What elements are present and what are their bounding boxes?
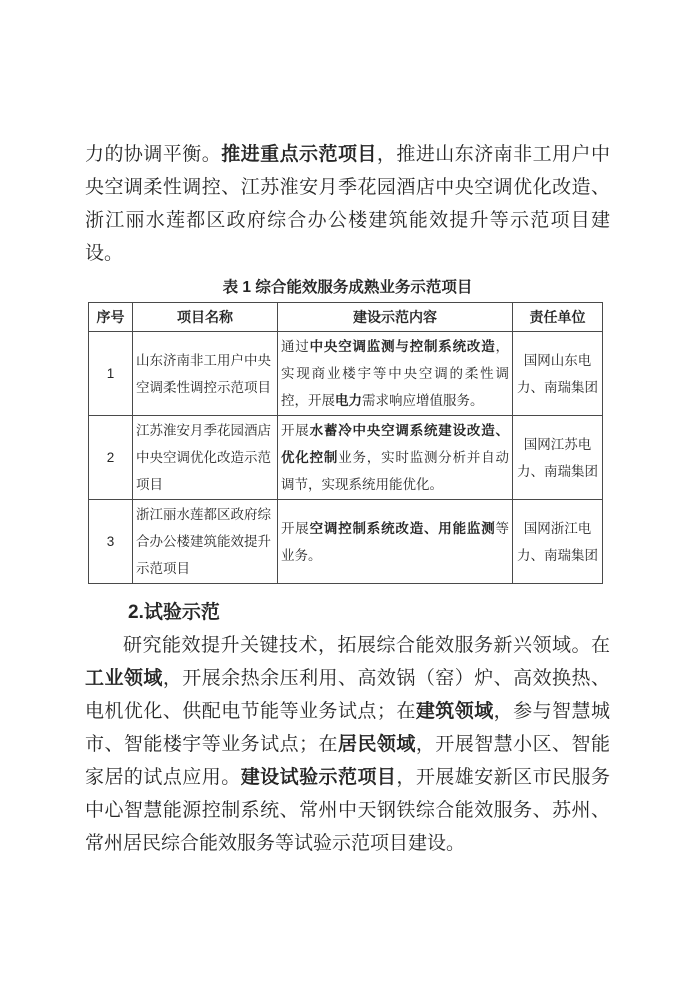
row-no-cell: 2 [89, 416, 133, 500]
table-title: 表 1 综合能效服务成熟业务示范项目 [222, 279, 473, 296]
paragraph-trial: 研究能效提升关键技术，拓展综合能效服务新兴领域。在工业领域，开展余热余压利用、高效锅（窑）炉、高效换热、电机优化、供配电节能等业务试点；在建筑领域，参与智慧城市、智能楼宇等业务试点；在居民领域，开展智慧小区、智能家居的试点应用。建设试验示范项目，开展雄安新区市民服务中心智慧能源控制系统、常州中天钢铁综合能效服务、苏州、常州居民综合能效服务等试验示范项目建设。 [85, 635, 610, 854]
build-content-cell: 开展水蓄冷中央空调系统建设改造、优化控制业务，实时监测分析并自动调节，实现系统用能优化。 [278, 416, 513, 500]
header-cell-no: 序号 [89, 303, 133, 332]
table-row [89, 332, 603, 416]
table-row [89, 416, 603, 500]
responsible-unit-cell: 国网山东电力、南瑞集团 [513, 332, 603, 416]
responsible-unit-cell: 国网浙江电力、南瑞集团 [513, 500, 603, 584]
header-cell-name: 项目名称 [133, 303, 278, 332]
paragraph-intro: 力的协调平衡。推进重点示范项目，推进山东济南非工用户中央空调柔性调控、江苏淮安月季花园酒店中央空调优化改造、浙江丽水莲都区政府综合办公楼建筑能效提升等示范项目建设。 [85, 144, 610, 264]
header-cell-unit: 责任单位 [513, 303, 603, 332]
demo-projects-table [88, 302, 603, 584]
table-header-row [89, 303, 603, 332]
build-content-cell: 通过中央空调监测与控制系统改造，实现商业楼宇等中央空调的柔性调控，开展电力需求响应增值服务。 [278, 332, 513, 416]
project-name-cell: 浙江丽水莲都区政府综合办公楼建筑能效提升示范项目 [133, 500, 278, 584]
project-name-cell: 山东济南非工用户中央空调柔性调控示范项目 [133, 332, 278, 416]
table-row [89, 500, 603, 584]
project-name-cell: 江苏淮安月季花园酒店中央空调优化改造示范项目 [133, 416, 278, 500]
header-cell-content: 建设示范内容 [278, 303, 513, 332]
build-content-cell: 开展空调控制系统改造、用能监测等业务。 [278, 500, 513, 584]
responsible-unit-cell: 国网江苏电力、南瑞集团 [513, 416, 603, 500]
row-no-cell: 3 [89, 500, 133, 584]
section-heading: 2.试验示范 [128, 602, 220, 623]
row-no-cell: 1 [89, 332, 133, 416]
